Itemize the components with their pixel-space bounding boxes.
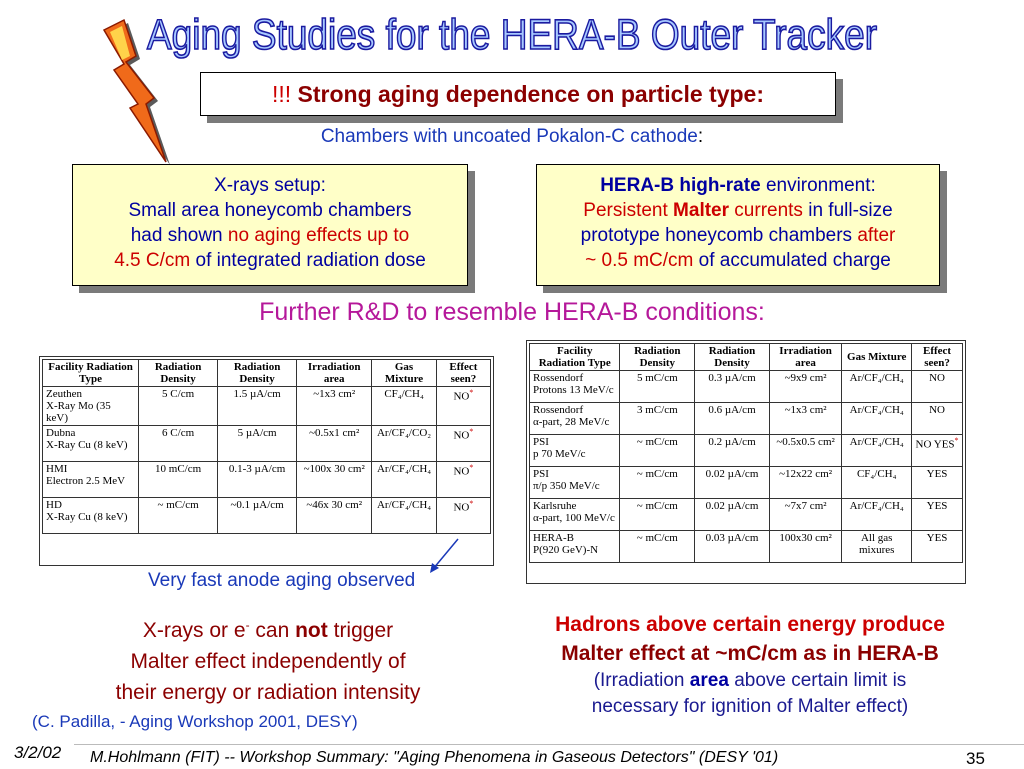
citation: (C. Padilla, - Aging Workshop 2001, DESY) [32, 712, 358, 731]
table-row [43, 426, 491, 462]
facility-cell [530, 499, 620, 531]
table-cell: ~0.5x0.5 cm² [769, 435, 842, 467]
herab-environment-box [536, 164, 940, 286]
radiation-type: X-Ray Mo (35 keV) [46, 400, 111, 424]
effect-cell [436, 387, 490, 426]
xray-line-1: X-rays setup: [214, 175, 326, 196]
effect-cell [912, 403, 963, 435]
xray-conclusion [40, 610, 496, 708]
xray-conclusion-1b: can [255, 619, 290, 642]
table-header-cell: Radiation Density [620, 344, 695, 371]
table-cell: ~0.5x1 cm² [297, 426, 372, 462]
hadron-conclusion-line-3 [500, 668, 1000, 694]
table-cell: 1.5 µA/cm [218, 387, 297, 426]
xray-line-3b: no aging effects up to [227, 225, 410, 246]
table-cell: ~100x 30 cm² [297, 462, 372, 498]
xray-line-4b: of integrated radiation dose [195, 250, 426, 271]
herab-line-1b: environment: [765, 175, 876, 196]
facility-cell [530, 371, 620, 403]
xray-setup-box [72, 164, 468, 286]
facility-cell [530, 467, 620, 499]
radiation-type: P(920 GeV)-N [533, 544, 599, 556]
xray-conclusion-1c: not [295, 619, 328, 642]
facility-name: Karlsruhe [533, 500, 577, 512]
banner-prefix: !!! [271, 80, 292, 107]
table-cell: 3 mC/cm [620, 403, 695, 435]
effect-cell [436, 498, 490, 534]
table-row [530, 531, 963, 563]
table-header-cell: Effect seen? [436, 360, 490, 387]
table-header-cell: Gas Mixture [842, 344, 912, 371]
radiation-type: Protons 13 MeV/c [533, 384, 614, 396]
herab-line-3 [537, 223, 939, 248]
hadron-conclusion [500, 610, 1000, 720]
table-cell: 0.03 µA/cm [695, 531, 770, 563]
table-row [43, 387, 491, 426]
hadron-conclusion-3b: area [689, 670, 729, 691]
herab-line-3b: after [857, 225, 896, 246]
xray-conclusion-line-3: their energy or radiation intensity [115, 681, 421, 704]
effect-value: NO [453, 501, 470, 514]
xray-line-2: Small area honeycomb chambers [128, 200, 412, 221]
table-row [530, 499, 963, 531]
table-cell: ~1x3 cm² [769, 403, 842, 435]
table-cell: Ar/CF₄/CH₄ [372, 498, 437, 534]
xray-line-3a: had shown [130, 225, 223, 246]
facility-cell [530, 435, 620, 467]
hadron-conclusion-line-2: Malter effect at ~mC/cm as in HERA-B [561, 642, 939, 665]
table-cell: ~ mC/cm [620, 499, 695, 531]
chambers-colon: : [697, 126, 704, 147]
hadron-conclusion-line-4: necessary for ignition of Malter effect) [591, 696, 909, 717]
effect-cell [912, 371, 963, 403]
herab-line-1a: HERA-B high-rate [600, 175, 761, 196]
table-cell: 0.6 µA/cm [695, 403, 770, 435]
table-cell: ~7x7 cm² [769, 499, 842, 531]
radiation-type: X-Ray Cu (8 keV) [46, 439, 128, 451]
herab-line-2b: Malter [673, 200, 730, 221]
table-cell: Ar/CF₄/CO₂ [372, 426, 437, 462]
xray-conclusion-line-2: Malter effect independently of [130, 650, 406, 673]
anode-aging-note: Very fast anode aging observed [148, 570, 416, 591]
table-cell: ~9x9 cm² [769, 371, 842, 403]
headline-banner [200, 72, 836, 116]
herab-line-1 [537, 173, 939, 198]
footer-divider [74, 744, 1024, 745]
table-header-cell: Facility Radiation Type [530, 344, 620, 371]
facility-name: Rossendorf [533, 404, 584, 416]
facility-cell [43, 387, 139, 426]
effect-cell [436, 426, 490, 462]
table-cell: ~12x22 cm² [769, 467, 842, 499]
facility-name: PSI [533, 468, 549, 480]
footnote-star: * [469, 427, 474, 436]
table-cell: 5 mC/cm [620, 371, 695, 403]
xray-line-3 [73, 223, 467, 248]
footnote-star: * [469, 499, 474, 508]
table-cell: 0.1-3 µA/cm [218, 462, 297, 498]
table-row [530, 403, 963, 435]
effect-value: NO [453, 390, 470, 403]
radiation-type: X-Ray Cu (8 keV) [46, 511, 128, 523]
xray-results-table [42, 359, 491, 534]
xray-conclusion-sup: - [245, 618, 250, 632]
table-cell: 100x30 cm² [769, 531, 842, 563]
effect-cell [912, 499, 963, 531]
table-cell: All gas mixures [842, 531, 912, 563]
table-cell: ~46x 30 cm² [297, 498, 372, 534]
herab-line-2a: Persistent [583, 200, 668, 221]
table-cell: ~ mC/cm [620, 435, 695, 467]
facility-cell [43, 462, 139, 498]
table-cell: ~ mC/cm [139, 498, 218, 534]
table-row [43, 462, 491, 498]
effect-value: NO YES [915, 438, 955, 451]
effect-value: YES [926, 468, 948, 480]
hadron-conclusion-3a: (Irradiation [593, 670, 685, 691]
xray-conclusion-1a: X-rays or e [142, 619, 246, 642]
facility-name: Zeuthen [46, 388, 83, 400]
table-header-cell: Gas Mixture [372, 360, 437, 387]
table-cell: 0.02 µA/cm [695, 467, 770, 499]
effect-value: NO [453, 465, 470, 478]
table-header-cell: Facility Radiation Type [43, 360, 139, 387]
chambers-text: Chambers with uncoated Pokalon-C cathode [320, 126, 698, 147]
table-cell: 5 C/cm [139, 387, 218, 426]
table-cell: ~1x3 cm² [297, 387, 372, 426]
xray-line-4 [73, 248, 467, 273]
effect-cell [912, 467, 963, 499]
herab-line-2c: currents [734, 200, 803, 221]
hadron-conclusion-3c: above certain limit is [734, 670, 907, 691]
effect-value: NO [453, 429, 470, 442]
effect-value: YES [926, 532, 948, 544]
table-cell: CF₄/CH₄ [372, 387, 437, 426]
footnote-star: * [469, 388, 474, 397]
herab-line-3a: prototype honeycomb chambers [580, 225, 853, 246]
table-header-row [530, 344, 963, 371]
slide-title: Aging Studies for the HERA-B Outer Tracker [146, 10, 878, 59]
rd-heading: Further R&D to resemble HERA-B conditions: [259, 298, 765, 326]
herab-line-2 [537, 198, 939, 223]
herab-line-2d: in full-size [808, 200, 893, 221]
xray-conclusion-line-1 [40, 610, 496, 646]
footer-text: M.Hohlmann (FIT) -- Workshop Summary: "Aging Phenomena in Gaseous Detectors" (DESY '01) [90, 749, 779, 766]
table-header-cell: Radiation Density [139, 360, 218, 387]
xray-conclusion-1d: trigger [333, 619, 394, 642]
chambers-caption [0, 126, 1024, 148]
table-row [43, 498, 491, 534]
effect-value: NO [929, 372, 945, 384]
radiation-type: Electron 2.5 MeV [46, 475, 126, 487]
table-cell: Ar/CF₄/CH₄ [842, 403, 912, 435]
facility-name: Dubna [46, 427, 76, 439]
herab-line-4a: ~ 0.5 mC/cm [585, 250, 694, 271]
table-cell: 5 µA/cm [218, 426, 297, 462]
facility-cell [530, 403, 620, 435]
table-cell: 10 mC/cm [139, 462, 218, 498]
table-header-cell: Radiation Density [695, 344, 770, 371]
table-header-cell: Radiation Density [218, 360, 297, 387]
facility-name: PSI [533, 436, 549, 448]
table-row [530, 435, 963, 467]
table-cell: ~0.1 µA/cm [218, 498, 297, 534]
herab-line-4b: of accumulated charge [698, 250, 891, 271]
table-cell: Ar/CF₄/CH₄ [842, 499, 912, 531]
effect-cell [912, 435, 963, 467]
effect-cell [436, 462, 490, 498]
table-cell: Ar/CF₄/CH₄ [842, 435, 912, 467]
radiation-type: α-part, 100 MeV/c [533, 512, 615, 524]
radiation-type: π/p 350 MeV/c [533, 480, 600, 492]
page-number: 35 [966, 749, 985, 768]
table-cell: 0.3 µA/cm [695, 371, 770, 403]
hadron-results-table [529, 343, 963, 563]
effect-value: YES [926, 500, 948, 512]
table-cell: Ar/CF₄/CH₄ [842, 371, 912, 403]
banner-text: Strong aging dependence on particle type: [297, 80, 764, 107]
table-header-row [43, 360, 491, 387]
facility-name: HERA-B [533, 532, 574, 544]
radiation-type: p 70 MeV/c [533, 448, 586, 460]
facility-name: HMI [46, 463, 68, 475]
facility-cell [43, 498, 139, 534]
footer-date: 3/2/02 [14, 743, 62, 762]
table-cell: ~ mC/cm [620, 531, 695, 563]
facility-name: Rossendorf [533, 372, 584, 384]
table-cell: 0.2 µA/cm [695, 435, 770, 467]
hadron-conclusion-line-1: Hadrons above certain energy produce [555, 613, 945, 636]
footnote-star: * [469, 463, 474, 472]
table-row [530, 371, 963, 403]
footnote-star: * [954, 436, 959, 445]
table-cell: Ar/CF₄/CH₄ [372, 462, 437, 498]
table-row [530, 467, 963, 499]
table-header-cell: Irradiation area [769, 344, 842, 371]
radiation-type: α-part, 28 MeV/c [533, 416, 610, 428]
effect-cell [912, 531, 963, 563]
table-header-cell: Irradiation area [297, 360, 372, 387]
facility-name: HD [46, 499, 62, 511]
effect-value: NO [929, 404, 945, 416]
table-cell: 6 C/cm [139, 426, 218, 462]
facility-cell [43, 426, 139, 462]
table-cell: 0.02 µA/cm [695, 499, 770, 531]
xray-line-4a: 4.5 C/cm [114, 250, 191, 271]
herab-line-4 [537, 248, 939, 273]
table-header-cell: Effect seen? [912, 344, 963, 371]
table-cell: CF₄/CH₄ [842, 467, 912, 499]
facility-cell [530, 531, 620, 563]
table-cell: ~ mC/cm [620, 467, 695, 499]
arrow-icon [425, 535, 465, 575]
